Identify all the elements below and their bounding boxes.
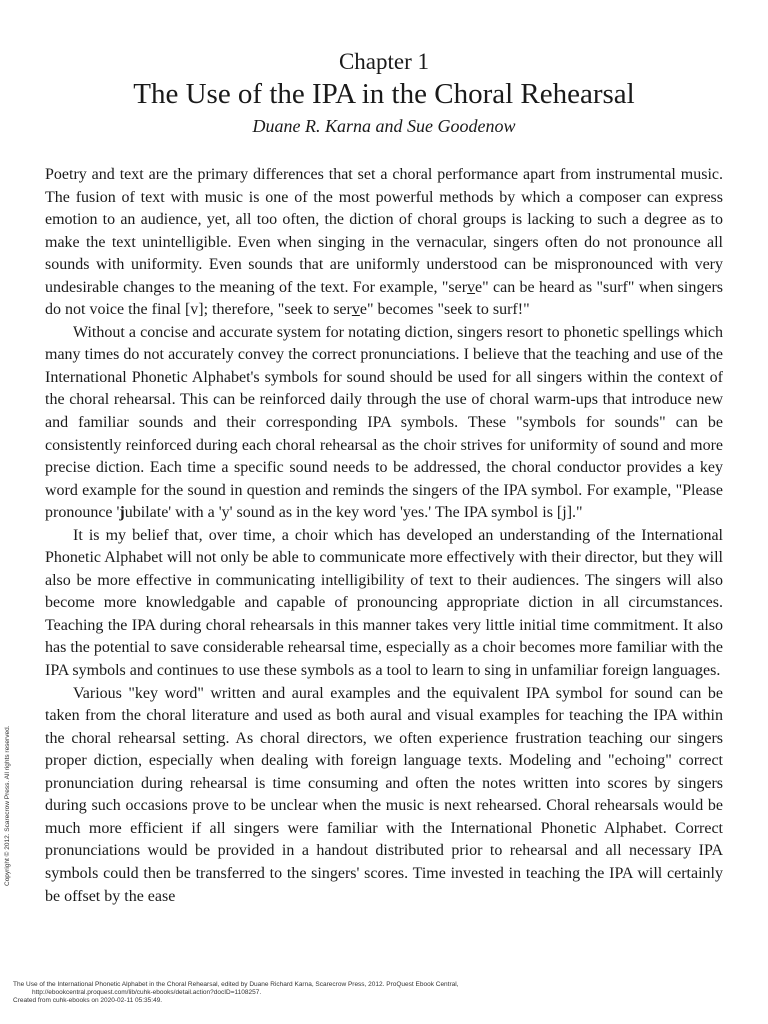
footer-line-3: Created from cuhk-ebooks on 2020-02-11 05:35:49. bbox=[13, 997, 163, 1004]
paragraph-2-part-1: Without a concise and accurate system for notating diction, singers resort to phonetic spellings which many times do not accurately convey the correct pronunciations. I believe that the teaching and use of the International Phonetic Alphabet's symbols for sound should be used for all singers within the context of the choral rehearsal. This can be reinforced daily through the use of choral warm-ups that introduce new and familiar sounds and their corresponding IPA symbols. These "symbols for sounds" can be consistently reinforced during each choral rehearsal as the choir strives for uniformity of sound and more precise diction. Each time a specific sound needs to be addressed, the choral conductor provides a key word example for the sound in question and reminds the singers of the IPA symbol. For example, "Please pronounce ' bbox=[45, 323, 723, 522]
paragraph-1-part-3: e" becomes "seek to surf!" bbox=[359, 301, 530, 319]
paragraph-3: It is my belief that, over time, a choir which has developed an understanding of the International Phonetic Alphabet will not only be able to communicate more effectively with their director, but they will also be more effective in communicating intelligibility of text to their audiences. The singers will also become more knowledgable and capable of pronouncing appropriate diction in all circumstances. Teaching the IPA during choral rehearsals in this manner takes very little initial time commitment. It also has the potential to save considerable rehearsal time, especially as a choir becomes more familiar with the IPA symbols and continues to use these symbols as a tool to learn to sing in unfamiliar foreign languages. bbox=[45, 526, 723, 680]
underlined-letter: v bbox=[351, 301, 360, 319]
footer-line-1: The Use of the International Phonetic Alphabet in the Choral Rehearsal, edited by Duane Richard Karna, Scarecrow Press, 2012. ProQuest Ebook Central, bbox=[13, 981, 459, 988]
paragraph-2 bbox=[45, 322, 723, 525]
paragraph-1-part-1: Poetry and text are the primary differences that set a choral performance apart from instrumental music. The fusion of text with music is one of the most powerful methods by which a composer can express emotion to an audience, yet, all too often, the diction of choral groups is lacking to such a degree as to make the text unintelligible. Even when singing in the vernacular, singers often do not pronounce all sounds with uniformity. Even sounds that are uniformly understood can be mispronounced with very undesirable changes to the meaning of the text. For example, "ser bbox=[45, 166, 723, 296]
paragraph-1 bbox=[45, 164, 723, 322]
footer-line-2: http://ebookcentral.proquest.com/lib/cuhk-ebooks/detail.action?docID=1108257. bbox=[32, 989, 262, 996]
paragraph-2-part-2: ubilate' with a 'y' sound as in the key word 'yes.' The IPA symbol is [j]." bbox=[124, 504, 583, 522]
side-copyright-notice bbox=[3, 716, 13, 886]
paragraph-4: Various "key word" written and aural examples and the equivalent IPA symbol for sound can be taken from the choral literature and used as both aural and visual examples for teaching the IPA within the choral rehearsal setting. As choral directors, we often experience frustration teaching our singers proper diction, especially when dealing with foreign language texts. Modeling and "echoing" correct pronunciation during rehearsal is time consuming and often the notes written into scores by singers during such occasions prove to be unclear when the music is next rehearsed. Choral rehearsals would be much more efficient if all singers were familiar with the International Phonetic Alphabet. Correct pronunciations would be provided in a handout distributed prior to rehearsal and all necessary IPA symbols could then be transferred to the singers' scores. Time invested in teaching the IPA will certainly be offset by the ease bbox=[45, 684, 723, 905]
footer-citation bbox=[13, 981, 753, 1005]
chapter-label: Chapter 1 bbox=[338, 49, 430, 74]
underlined-letter: v bbox=[467, 278, 476, 296]
chapter-authors: Duane R. Karna and Sue Goodenow bbox=[252, 116, 516, 136]
side-copyright-text: Copyright © 2012. Scarecrow Press. All rights reserved. bbox=[4, 725, 11, 886]
chapter-title: The Use of the IPA in the Choral Rehearsal bbox=[133, 78, 635, 110]
bold-letter: j bbox=[119, 504, 125, 522]
body-text bbox=[45, 164, 723, 974]
paragraph-1-part-2: e" can be heard as "surf" when singers do not voice the final [v]; therefore, "seek to ser bbox=[45, 278, 723, 319]
